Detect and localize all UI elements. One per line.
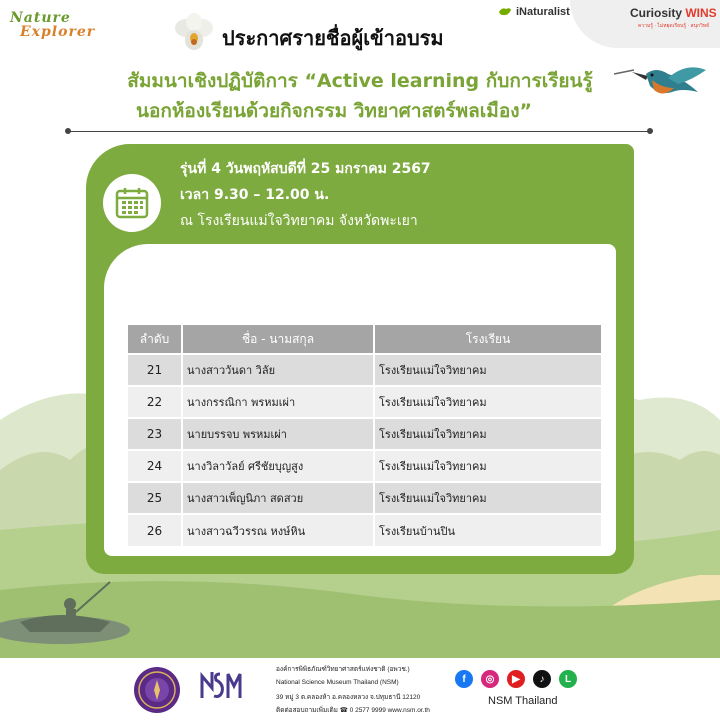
cell-school: โรงเรียนแม่ใจวิทยาคม bbox=[374, 386, 601, 418]
table-row bbox=[128, 450, 601, 482]
cell-name: นางสาวฉวีวรรณ หงษ์หิน bbox=[182, 514, 374, 546]
social-account-name: NSM Thailand bbox=[488, 695, 558, 707]
event-time: เวลา 9.30 – 12.00 น. bbox=[180, 187, 330, 203]
column-header-name: ชื่อ - นามสกุล bbox=[182, 325, 374, 354]
org-contact: ติดต่อสอบถามเพิ่มเติม ☎ 0 2577 9999 www.nsm.or.th bbox=[276, 707, 430, 714]
cell-no: 25 bbox=[128, 482, 182, 514]
table-header-row bbox=[128, 325, 601, 354]
seminar-title-line2: นอกห้องเรียนด้วยกิจกรรม วิทยาศาสตร์พลเมือง” bbox=[136, 100, 532, 122]
table-row bbox=[128, 418, 601, 450]
tiktok-icon[interactable]: ♪ bbox=[533, 670, 551, 688]
divider-dot-right bbox=[647, 128, 653, 134]
cell-name: นางกรรณิกา พรหมเผ่า bbox=[182, 386, 374, 418]
curiosity-wins-tagline: ความรู้ · ไม่หยุดเรียนรู้ · สนุกวิทย์ bbox=[638, 23, 710, 29]
cell-name: นายบรรจบ พรหมเผ่า bbox=[182, 418, 374, 450]
divider-dot-left bbox=[65, 128, 71, 134]
curiosity-wins-logo: Curiosity WINS bbox=[630, 6, 717, 20]
column-header-school: โรงเรียน bbox=[374, 325, 601, 354]
calendar-icon bbox=[115, 187, 149, 219]
line-icon[interactable]: L bbox=[559, 670, 577, 688]
cell-no: 23 bbox=[128, 418, 182, 450]
cell-school: โรงเรียนแม่ใจวิทยาคม bbox=[374, 418, 601, 450]
inaturalist-bird-icon bbox=[498, 6, 512, 18]
cell-no: 22 bbox=[128, 386, 182, 418]
facebook-icon[interactable]: f bbox=[455, 670, 473, 688]
orchid-icon bbox=[172, 12, 216, 56]
cell-name: นางสาววันดา วิลัย bbox=[182, 354, 374, 386]
kingfisher-bird-icon bbox=[612, 58, 708, 114]
inaturalist-logo: iNaturalist bbox=[498, 6, 570, 18]
nsm-mark-icon bbox=[198, 668, 244, 702]
org-address: 39 หมู่ 3 ต.คลองห้า อ.คลองหลวง จ.ปทุมธานี 12120 bbox=[276, 694, 421, 701]
nsm-logo bbox=[198, 668, 244, 712]
nsm-seal-logo bbox=[133, 666, 181, 714]
calendar-badge bbox=[103, 174, 161, 232]
event-venue: ณ โรงเรียนแม่ใจวิทยาคม จังหวัดพะเยา bbox=[180, 213, 418, 229]
instagram-icon[interactable]: ◎ bbox=[481, 670, 499, 688]
cell-no: 21 bbox=[128, 354, 182, 386]
org-name-english: National Science Museum Thailand (NSM) bbox=[276, 679, 399, 686]
table-row bbox=[128, 514, 601, 546]
cell-no: 24 bbox=[128, 450, 182, 482]
table-row bbox=[128, 354, 601, 386]
youtube-icon[interactable]: ▶ bbox=[507, 670, 525, 688]
nature-explorer-logo: Nature Explorer bbox=[10, 10, 96, 40]
cell-name: นางสาวเพ็ญนิภา สดสวย bbox=[182, 482, 374, 514]
column-header-no: ลำดับ bbox=[128, 325, 182, 354]
participant-table bbox=[128, 325, 601, 546]
cell-school: โรงเรียนแม่ใจวิทยาคม bbox=[374, 450, 601, 482]
table-row bbox=[128, 386, 601, 418]
cell-school: โรงเรียนแม่ใจวิทยาคม bbox=[374, 354, 601, 386]
cell-name: นางวิลาวัลย์ ศรีชัยบุญสูง bbox=[182, 450, 374, 482]
org-name-thai: องค์การพิพิธภัณฑ์วิทยาศาสตร์แห่งชาติ (อพวช.) bbox=[276, 666, 410, 673]
page-title: ประกาศรายชื่อผู้เข้าอบรม bbox=[222, 26, 444, 50]
header-divider bbox=[68, 131, 650, 132]
cell-school: โรงเรียนบ้านปิน bbox=[374, 514, 601, 546]
cell-no: 26 bbox=[128, 514, 182, 546]
event-date: รุ่นที่ 4 วันพฤหัสบดีที่ 25 มกราคม 2567 bbox=[180, 161, 431, 177]
cell-school: โรงเรียนแม่ใจวิทยาคม bbox=[374, 482, 601, 514]
seminar-title-line1: สัมมนาเชิงปฏิบัติการ “Active learning กับการเรียนรู้ bbox=[127, 70, 593, 92]
table-row bbox=[128, 482, 601, 514]
